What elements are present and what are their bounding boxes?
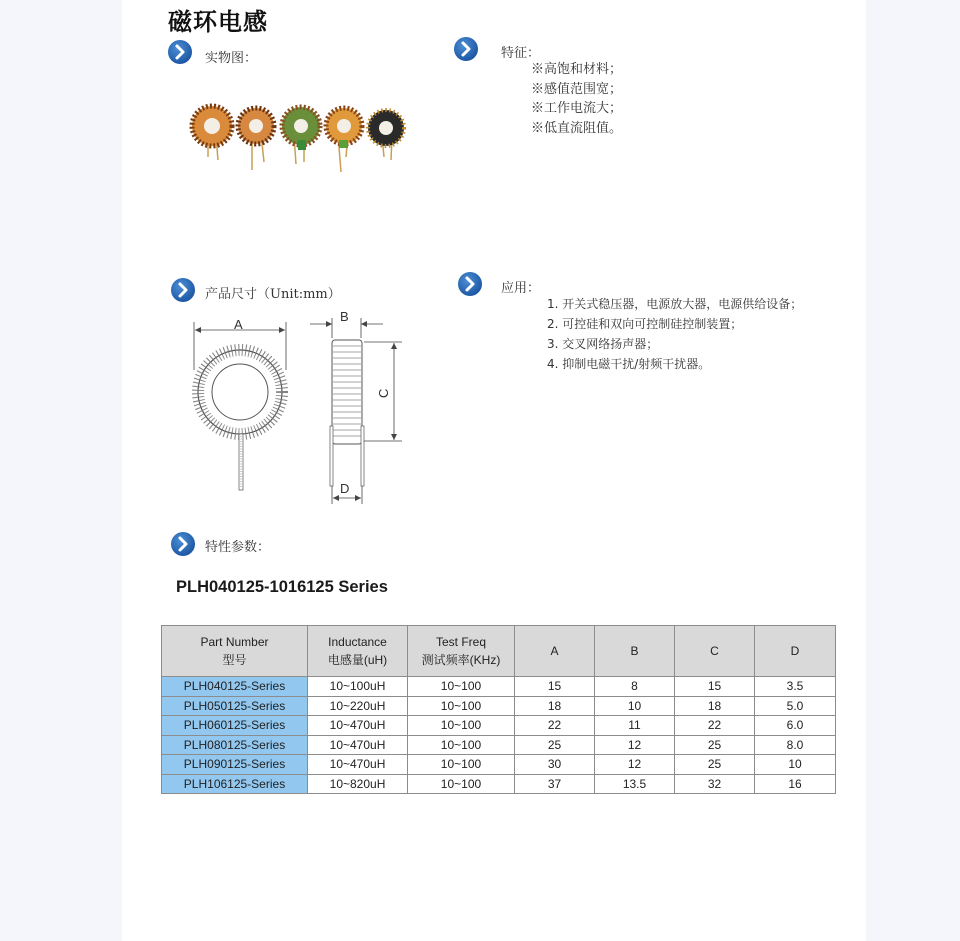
cell-c: 25 [675,735,755,755]
application-item: 4. 抑制电磁干扰/射频干扰器。 [547,357,711,371]
cell-a: 25 [515,735,595,755]
dim-letter-d: D [340,481,350,496]
cell-c: 22 [675,716,755,736]
applications-label: 应用： [501,281,541,296]
table-row [162,735,836,755]
dim-letter-c: C [376,388,391,398]
cell-test-freq: 10~100 [408,677,515,697]
cell-part-number: PLH050125-Series [162,696,308,716]
feature-item: ※感值范围宽； [531,81,623,97]
cell-test-freq: 10~100 [408,735,515,755]
dimension-drawing [186,308,416,508]
chevron-right-icon [171,532,195,556]
cell-inductance: 10~470uH [308,716,408,736]
cell-a: 30 [515,755,595,775]
table-row [162,696,836,716]
cell-inductance: 10~470uH [308,735,408,755]
spec-table [161,625,836,794]
cell-d: 5.0 [755,696,836,716]
header-b: B [595,626,675,677]
application-item: 2. 可控硅和双向可控制硅控制装置； [547,317,743,331]
cell-c: 18 [675,696,755,716]
cell-d: 10 [755,755,836,775]
header-inductance: Inductance 电感量(uH) [308,626,408,677]
cell-a: 37 [515,774,595,794]
toroid-1 [192,106,232,160]
cell-b: 12 [595,735,675,755]
chevron-right-icon [171,278,195,302]
cell-a: 18 [515,696,595,716]
cell-test-freq: 10~100 [408,716,515,736]
chevron-right-icon [454,37,478,61]
header-c: C [675,626,755,677]
dimensions-label: 产品尺寸（Unit:mm） [205,287,341,302]
header-part-number: Part Number 型号 [162,626,308,677]
header-test-freq: Test Freq 测试频率(KHz) [408,626,515,677]
params-label: 特性参数： [205,540,271,555]
cell-a: 15 [515,677,595,697]
features-label: 特征： [501,46,541,61]
feature-item: ※高饱和材料； [531,62,623,77]
header-d: D [755,626,836,677]
cell-inductance: 10~470uH [308,755,408,775]
table-row [162,716,836,736]
toroid-4 [326,108,362,172]
toroid-2 [238,108,274,170]
cell-test-freq: 10~100 [408,774,515,794]
cell-c: 32 [675,774,755,794]
product-photo [186,102,416,182]
cell-part-number: PLH040125-Series [162,677,308,697]
cell-part-number: PLH106125-Series [162,774,308,794]
cell-inductance: 10~820uH [308,774,408,794]
page-title: 磁环电感 [168,7,268,36]
cell-inductance: 10~100uH [308,677,408,697]
features-list [531,60,622,138]
toroid-5 [368,110,404,160]
series-title: PLH040125-1016125 Series [176,578,388,596]
dim-letter-b: B [340,309,349,324]
chevron-right-icon [168,40,192,64]
cell-d: 8.0 [755,735,836,755]
application-item: 1. 开关式稳压器，电源放大器，电源供给设备； [547,297,803,311]
cell-part-number: PLH060125-Series [162,716,308,736]
table-row [162,774,836,794]
application-item: 3. 交叉网络扬声器； [547,337,659,351]
table-row [162,755,836,775]
header-a: A [515,626,595,677]
feature-item: ※低直流阻值。 [531,120,623,136]
cell-part-number: PLH080125-Series [162,735,308,755]
applications-list [547,294,802,374]
cell-test-freq: 10~100 [408,755,515,775]
chevron-right-icon [458,272,482,296]
cell-c: 15 [675,677,755,697]
dim-letter-a: A [234,317,243,332]
cell-test-freq: 10~100 [408,696,515,716]
cell-b: 11 [595,716,675,736]
cell-b: 12 [595,755,675,775]
cell-part-number: PLH090125-Series [162,755,308,775]
cell-b: 10 [595,696,675,716]
table-row [162,677,836,697]
table-header-row [162,626,836,677]
cell-inductance: 10~220uH [308,696,408,716]
toroid-3 [282,107,320,164]
cell-c: 25 [675,755,755,775]
cell-d: 16 [755,774,836,794]
cell-b: 13.5 [595,774,675,794]
cell-d: 3.5 [755,677,836,697]
feature-item: ※工作电流大； [531,101,623,116]
photo-section-label: 实物图： [205,51,258,66]
cell-a: 22 [515,716,595,736]
cell-d: 6.0 [755,716,836,736]
cell-b: 8 [595,677,675,697]
